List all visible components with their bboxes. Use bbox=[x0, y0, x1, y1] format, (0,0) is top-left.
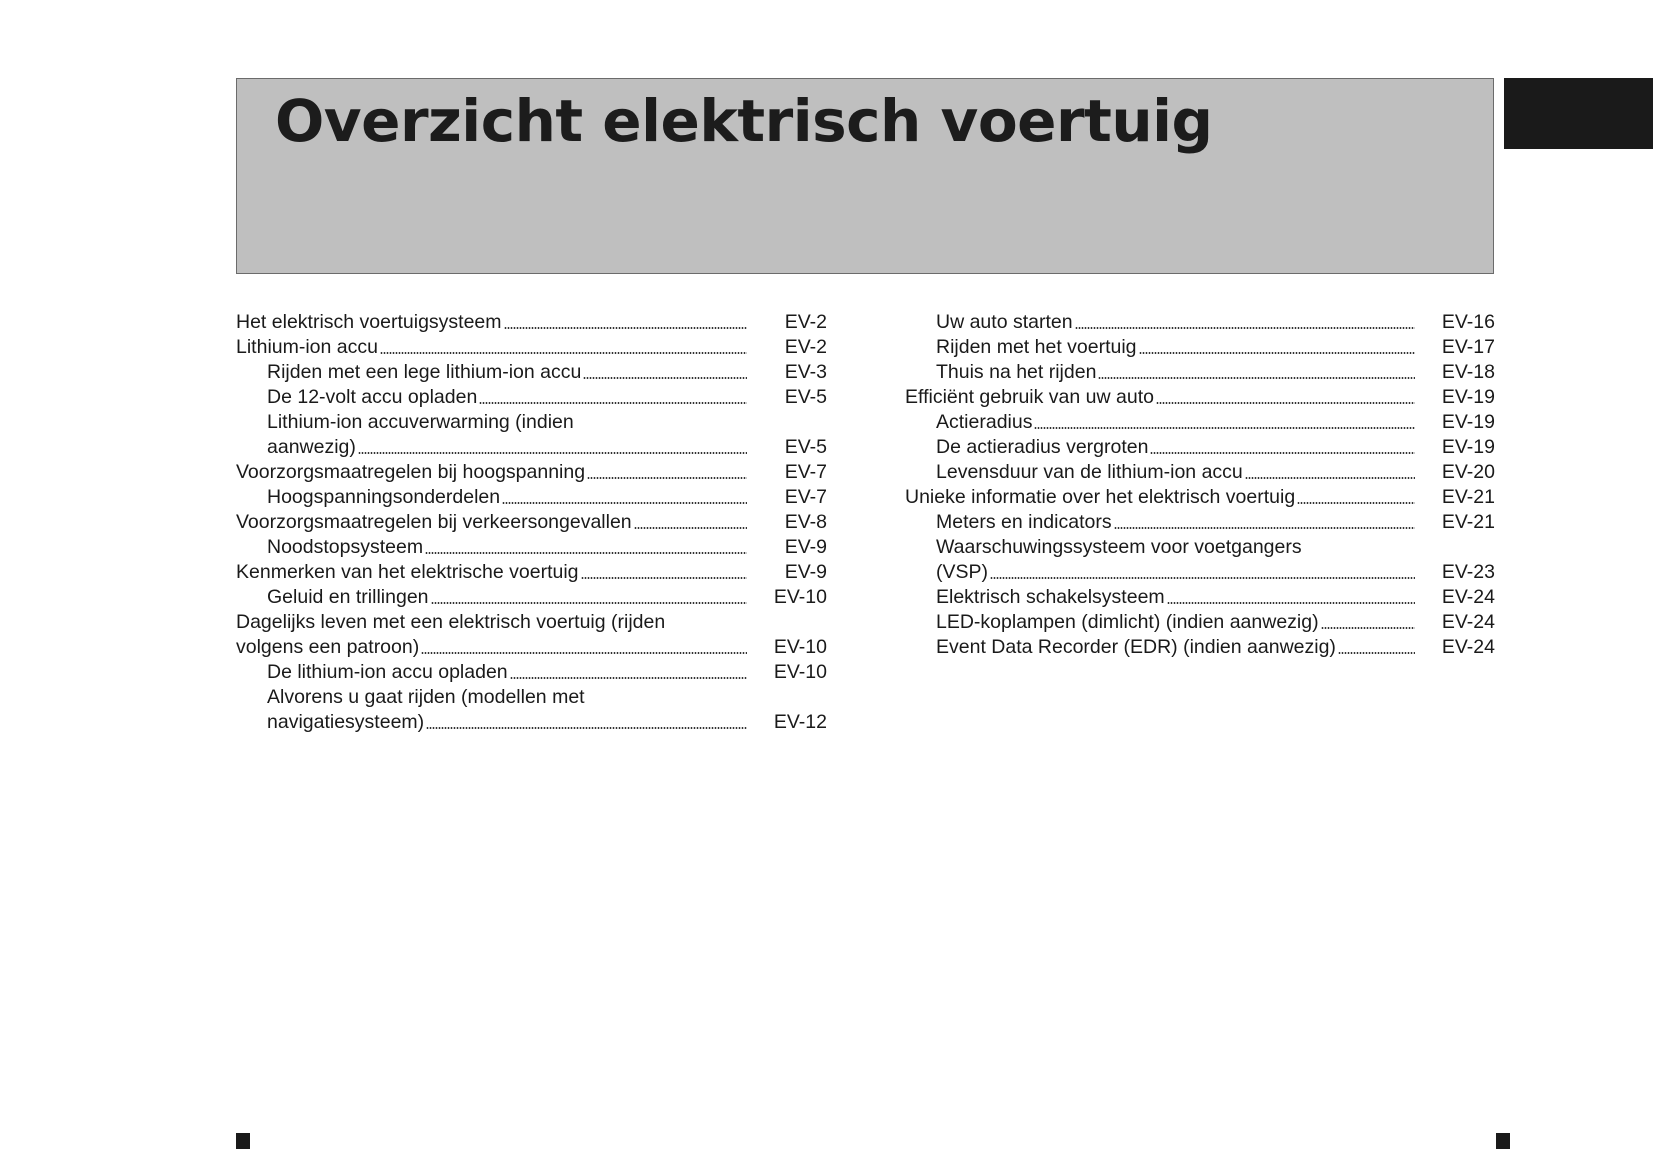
toc-entry[interactable] bbox=[236, 385, 827, 410]
toc-dot-leader bbox=[1098, 377, 1415, 379]
toc-dot-leader bbox=[431, 602, 747, 604]
toc-entry[interactable] bbox=[905, 485, 1495, 510]
toc-entry-title: De lithium-ion accu opladen bbox=[267, 661, 508, 683]
toc-page-number: EV-23 bbox=[1441, 561, 1495, 583]
toc-entry[interactable] bbox=[905, 360, 1495, 385]
page-title: Overzicht elektrisch voertuig bbox=[275, 87, 1213, 155]
toc-entry-title: Geluid en trillingen bbox=[267, 586, 429, 608]
toc-entry[interactable] bbox=[905, 635, 1495, 660]
toc-entry[interactable] bbox=[905, 610, 1495, 635]
toc-entry-title: navigatiesysteem) bbox=[267, 711, 425, 733]
toc-entry-title: Kenmerken van het elektrische voertuig bbox=[236, 561, 579, 583]
toc-entry-title: Actieradius bbox=[936, 411, 1033, 433]
toc-page-number: EV-19 bbox=[1441, 386, 1495, 408]
toc-page-number: EV-20 bbox=[1441, 461, 1495, 483]
toc-entry[interactable] bbox=[236, 685, 827, 735]
toc-page-number: EV-12 bbox=[773, 711, 827, 733]
toc-dot-leader bbox=[510, 677, 747, 679]
toc-dot-leader bbox=[479, 402, 747, 404]
toc-entry[interactable] bbox=[236, 585, 827, 610]
toc-dot-leader bbox=[426, 727, 747, 729]
toc-entry[interactable] bbox=[905, 310, 1495, 335]
toc-page-number: EV-3 bbox=[784, 361, 827, 383]
toc-entry[interactable] bbox=[905, 435, 1495, 460]
toc-page-number: EV-9 bbox=[784, 536, 827, 558]
toc-entry-title: Alvorens u gaat rijden (modellen met bbox=[267, 686, 585, 708]
toc-entry-title: Thuis na het rijden bbox=[936, 361, 1097, 383]
toc-entry[interactable] bbox=[905, 460, 1495, 485]
toc-entry[interactable] bbox=[236, 310, 827, 335]
toc-page-number: EV-17 bbox=[1441, 336, 1495, 358]
toc-page-number: EV-5 bbox=[784, 386, 827, 408]
toc-entry[interactable] bbox=[236, 535, 827, 560]
crop-mark-left bbox=[236, 1133, 250, 1149]
toc-dot-leader bbox=[1114, 527, 1415, 529]
toc-dot-leader bbox=[583, 377, 747, 379]
toc-entry[interactable] bbox=[236, 485, 827, 510]
toc-entry-title: Meters en indicators bbox=[936, 511, 1112, 533]
toc-entry-title: Efficiënt gebruik van uw auto bbox=[905, 386, 1154, 408]
toc-dot-leader bbox=[1075, 327, 1415, 329]
toc-entry-title: Voorzorgsmaatregelen bij verkeersongevallen bbox=[236, 511, 632, 533]
toc-entry-title: Rijden met het voertuig bbox=[936, 336, 1137, 358]
toc-entry[interactable] bbox=[236, 610, 827, 660]
toc-dot-leader bbox=[504, 327, 747, 329]
toc-entry[interactable] bbox=[905, 585, 1495, 610]
toc-dot-leader bbox=[1245, 477, 1415, 479]
toc-dot-leader bbox=[1338, 652, 1415, 654]
toc-page-number: EV-19 bbox=[1441, 436, 1495, 458]
toc-entry-title: volgens een patroon) bbox=[236, 636, 420, 658]
toc-entry-title: Voorzorgsmaatregelen bij hoogspanning bbox=[236, 461, 586, 483]
toc-page-number: EV-7 bbox=[784, 486, 827, 508]
toc-dot-leader bbox=[1321, 627, 1415, 629]
toc-entry-title: Uw auto starten bbox=[936, 311, 1073, 333]
toc-dot-leader bbox=[358, 452, 747, 454]
toc-entry-title: De 12-volt accu opladen bbox=[267, 386, 478, 408]
toc-page-number: EV-24 bbox=[1441, 636, 1495, 658]
toc-page-number: EV-2 bbox=[784, 336, 827, 358]
toc-entry-title: Lithium-ion accu bbox=[236, 336, 378, 358]
toc-entry[interactable] bbox=[905, 510, 1495, 535]
toc-page-number: EV-5 bbox=[784, 436, 827, 458]
toc-entry[interactable] bbox=[905, 385, 1495, 410]
toc-entry-title: De actieradius vergroten bbox=[936, 436, 1149, 458]
toc-dot-leader bbox=[1150, 452, 1415, 454]
toc-entry-title: Levensduur van de lithium-ion accu bbox=[936, 461, 1243, 483]
toc-dot-leader bbox=[1139, 352, 1415, 354]
toc-dot-leader bbox=[990, 577, 1415, 579]
toc-dot-leader bbox=[502, 502, 747, 504]
chapter-tab-marker bbox=[1504, 78, 1653, 149]
toc-entry-title: Event Data Recorder (EDR) (indien aanwezig) bbox=[936, 636, 1336, 658]
toc-page-number: EV-19 bbox=[1441, 411, 1495, 433]
toc-entry-title: Unieke informatie over het elektrisch voertuig bbox=[905, 486, 1296, 508]
toc-entry-title: LED-koplampen (dimlicht) (indien aanwezig) bbox=[936, 611, 1319, 633]
toc-page-number: EV-8 bbox=[784, 511, 827, 533]
toc-entry[interactable] bbox=[905, 410, 1495, 435]
toc-dot-leader bbox=[421, 652, 747, 654]
toc-column-left bbox=[236, 310, 827, 735]
toc-entry-title: Lithium-ion accuverwarming (indien bbox=[267, 411, 574, 433]
crop-mark-right bbox=[1496, 1133, 1510, 1149]
toc-entry[interactable] bbox=[236, 660, 827, 685]
toc-dot-leader bbox=[581, 577, 747, 579]
toc-entry[interactable] bbox=[236, 410, 827, 460]
toc-entry-title: Waarschuwingssysteem voor voetgangers bbox=[936, 536, 1302, 558]
toc-entry-title: Elektrisch schakelsysteem bbox=[936, 586, 1165, 608]
toc-entry[interactable] bbox=[236, 510, 827, 535]
toc-page-number: EV-21 bbox=[1441, 486, 1495, 508]
toc-column-right bbox=[905, 310, 1495, 660]
toc-page-number: EV-2 bbox=[784, 311, 827, 333]
toc-page-number: EV-10 bbox=[773, 636, 827, 658]
toc-entry-title: Noodstopsysteem bbox=[267, 536, 424, 558]
toc-entry[interactable] bbox=[905, 535, 1495, 585]
toc-dot-leader bbox=[1034, 427, 1415, 429]
toc-entry[interactable] bbox=[236, 460, 827, 485]
toc-page-number: EV-9 bbox=[784, 561, 827, 583]
toc-page-number: EV-24 bbox=[1441, 586, 1495, 608]
toc-page-number: EV-10 bbox=[773, 586, 827, 608]
toc-dot-leader bbox=[380, 352, 747, 354]
toc-entry-title: (VSP) bbox=[936, 561, 989, 583]
toc-entry-title: Rijden met een lege lithium-ion accu bbox=[267, 361, 582, 383]
toc-page-number: EV-16 bbox=[1441, 311, 1495, 333]
toc-dot-leader bbox=[1297, 502, 1415, 504]
toc-dot-leader bbox=[634, 527, 747, 529]
toc-entry-title: Hoogspanningsonderdelen bbox=[267, 486, 501, 508]
toc-entry[interactable] bbox=[236, 335, 827, 360]
toc-entry[interactable] bbox=[236, 360, 827, 385]
toc-page-number: EV-24 bbox=[1441, 611, 1495, 633]
toc-page-number: EV-21 bbox=[1441, 511, 1495, 533]
toc-entry-title: Dagelijks leven met een elektrisch voertuig (rijden bbox=[236, 611, 666, 633]
toc-page-number: EV-7 bbox=[784, 461, 827, 483]
toc-entry[interactable] bbox=[236, 560, 827, 585]
toc-entry[interactable] bbox=[905, 335, 1495, 360]
toc-dot-leader bbox=[587, 477, 747, 479]
toc-page-number: EV-10 bbox=[773, 661, 827, 683]
toc-entry-title: aanwezig) bbox=[267, 436, 356, 458]
toc-entry-title: Het elektrisch voertuigsysteem bbox=[236, 311, 502, 333]
toc-dot-leader bbox=[1156, 402, 1415, 404]
toc-dot-leader bbox=[425, 552, 747, 554]
toc-dot-leader bbox=[1167, 602, 1415, 604]
toc-page-number: EV-18 bbox=[1441, 361, 1495, 383]
chapter-header bbox=[236, 78, 1494, 274]
